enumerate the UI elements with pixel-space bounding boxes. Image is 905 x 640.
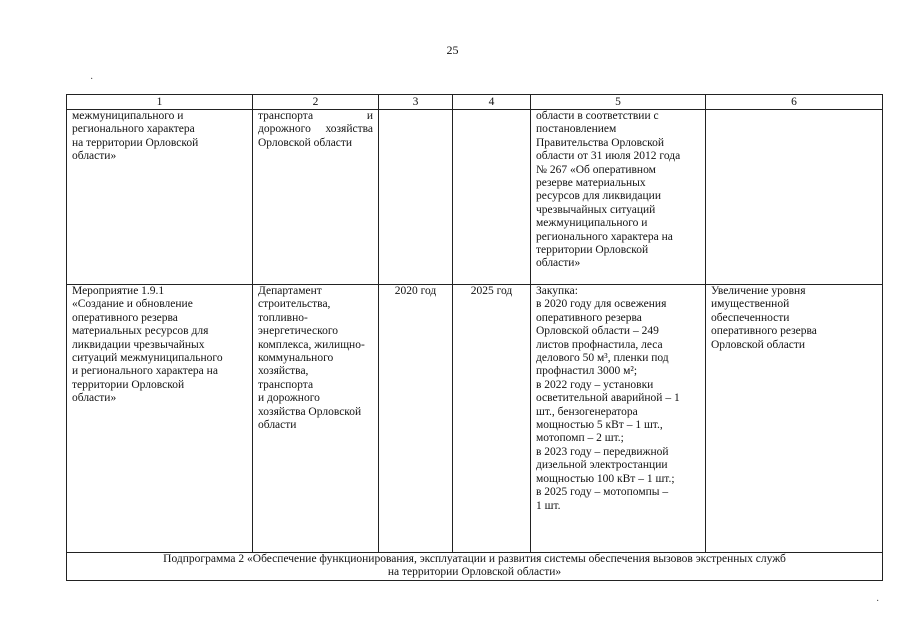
text-line: в 2022 году – установки [536,378,654,391]
text-line: Орловской области [258,136,353,149]
text-line: мощностью 5 кВт – 1 шт., [536,419,663,432]
text-line: Орловской области – 249 [536,325,659,338]
text-line: хозяйства Орловской [258,405,362,418]
subprogram-title-line: на территории Орловской области» [387,566,562,579]
text-line: межмуниципального и [536,217,648,230]
text-line: регионального характера [72,123,195,136]
text-line: Правительства Орловской [536,136,665,149]
subprogram-row [67,553,883,581]
text-line: обеспеченности [711,311,790,324]
text-line: «Создание и обновление [72,298,193,311]
text-line: энергетического [258,325,339,338]
text-line: комплекса, жилищно- [258,338,365,351]
text-line: Департамент [258,285,322,297]
start-year-cell [379,110,453,285]
text-line: в 2025 году – мотопомпы – [536,486,669,499]
column-number: 4 [453,95,531,110]
text-line: материальных ресурсов для [72,325,209,338]
text-line: оперативного резерва [711,325,817,338]
text-line: ресурсов для ликвидации [536,190,661,203]
text-line: Увеличение уровня [711,285,806,297]
column-number-row [67,95,883,110]
executor-cell [253,285,379,553]
text-line: коммунального [258,352,334,365]
text-line: дизельной электростанции [536,459,668,472]
document-table [66,94,883,581]
text-line: ликвидации чрезвычайных [72,338,205,351]
text-line: в 2020 году для освежения [536,298,667,311]
scan-mark: · [876,596,880,607]
text-line: в 2023 году – передвижной [536,445,669,458]
text-line: листов профнастила, леса [536,338,663,351]
text-line: топливно- [258,311,308,324]
column-number: 3 [379,95,453,110]
text-line: шт., бензогенератора [536,405,638,418]
page-number: 25 [446,43,459,57]
text-line: строительства, [258,298,331,311]
text-line: оперативного резерва [536,311,642,324]
start-year-cell: 2020 год [379,285,453,553]
result-cell [706,285,883,553]
executor-cell [253,110,379,285]
text-line: резерве материальных [536,177,646,190]
text-line: постановлением [536,123,617,136]
activity-name-cell [67,285,253,553]
text-line: Закупка: [536,285,578,297]
text-line: ситуаций межмуниципального [72,352,223,365]
text-line: Мероприятие 1.9.1 [72,285,165,297]
column-number: 1 [67,95,253,110]
text-line: профнастил 3000 м²; [536,365,638,378]
text-line: области от 31 июля 2012 года [536,150,681,163]
text-line: области» [536,257,581,270]
description-cell [531,285,706,553]
text-line: области [258,419,297,432]
column-number: 5 [531,95,706,110]
table-row-activity-1-9-1 [67,285,883,553]
text-line: и регионального характера на [72,365,218,378]
text-line: транспорта [258,378,314,391]
text-line: имущественной [711,298,790,311]
text-line: области» [72,392,117,405]
text-line: осветительной аварийной – 1 [536,392,680,405]
subprogram-title [67,553,883,581]
activity-name-cell [67,110,253,285]
end-year-cell [453,110,531,285]
text-line: оперативного резерва [72,311,178,324]
text-line: дорожного хозяйства [258,123,373,136]
text-line: хозяйства, [258,365,309,378]
text-line: регионального характера на [536,230,673,243]
subprogram-title-line: Подпрограмма 2 «Обеспечение функционирования, эксплуатации и развития системы обеспечения вызовов экстренных служб [163,553,786,565]
text-line: делового 50 м³, пленки под [536,352,669,365]
scan-mark: · [90,74,94,85]
end-year-cell: 2025 год [453,285,531,553]
text-line: мотопомп – 2 шт.; [536,432,624,445]
text-line: территории Орловской [72,378,185,391]
column-number: 6 [706,95,883,110]
text-line: межмуниципального и [72,110,184,122]
text-line: территории Орловской [536,244,649,257]
text-line: 1 шт. [536,499,561,512]
text-line: на территории Орловской [72,136,199,149]
text-line: области» [72,150,117,163]
text-line: № 267 «Об оперативном [536,163,656,176]
text-line: области в соответствии с [536,110,659,122]
text-line: и дорожного [258,392,320,405]
result-cell [706,110,883,285]
text-line: транспорта и [258,110,373,122]
text-line: мощностью 100 кВт – 1 шт.; [536,472,675,485]
text-line: Орловской области [711,338,806,351]
table-row-continuation [67,110,883,285]
column-number: 2 [253,95,379,110]
text-line: чрезвычайных ситуаций [536,203,656,216]
description-cell [531,110,706,285]
